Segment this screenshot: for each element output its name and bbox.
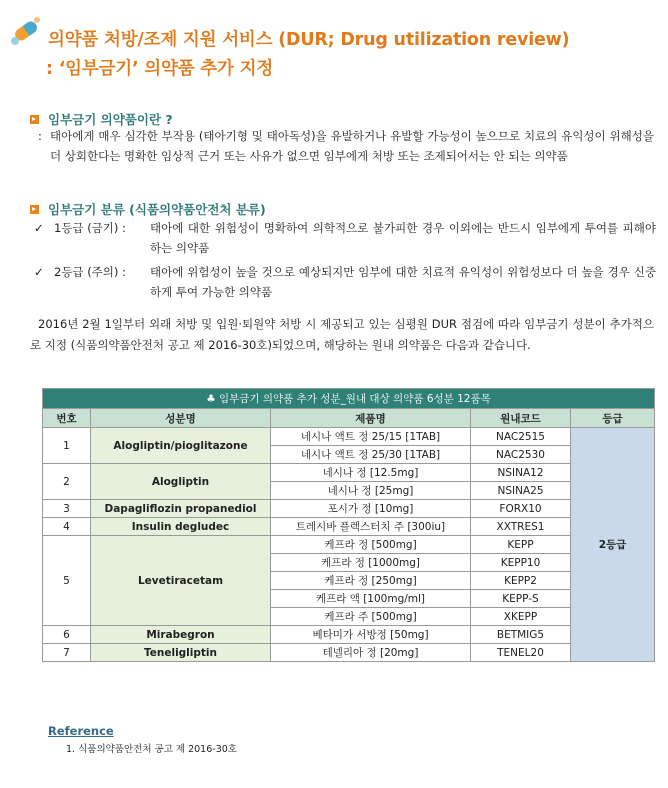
product-code: NAC2530 <box>471 446 571 464</box>
product-name: 케프라 주 [500mg] <box>271 608 471 626</box>
product-code: XXTRES1 <box>471 518 571 536</box>
grade1-label: 1등급 (금기) : <box>54 221 126 235</box>
ingredient-name: Dapagliflozin propanediol <box>91 500 271 518</box>
row-number: 4 <box>43 518 91 536</box>
grade1-text: 태아에 대한 위험성이 명확하여 의학적으로 불가피한 경우 이외에는 반드시 임부에게 투여를 피해야 하는 의약품 <box>150 221 656 255</box>
product-name: 네시나 액트 정 25/15 [1TAB] <box>271 428 471 446</box>
definition-colon: : <box>38 129 42 143</box>
table-row <box>43 626 655 644</box>
table-row <box>43 518 655 536</box>
intro-paragraph: 2016년 2월 1일부터 외래 처방 및 입원·퇴원약 처방 시 제공되고 있는 심평원 DUR 점검에 따라 임부금기 성분이 추가적으로 지정 (식품의약품안전처 공고 제 2016-30호)되었으며, 해당하는 원내 의약품은 다음과 같습니다. <box>30 317 654 352</box>
product-code: KEPP10 <box>471 554 571 572</box>
product-code: KEPP2 <box>471 572 571 590</box>
grade2-text: 태아에 위험성이 높을 것으로 예상되지만 임부에 대한 치료적 유익성이 위험성보다 더 높을 경우 신중하게 투여 가능한 의약품 <box>150 265 656 299</box>
product-name: 케프라 정 [1000mg] <box>271 554 471 572</box>
grade1-item <box>34 218 656 258</box>
product-name: 케프라 액 [100mg/ml] <box>271 590 471 608</box>
header-grade: 등급 <box>571 409 655 428</box>
grade2-item <box>34 262 656 302</box>
arrow-bullet-icon <box>30 115 39 124</box>
row-number: 6 <box>43 626 91 644</box>
ingredient-name: Alogliptin/pioglitazone <box>91 428 271 464</box>
table-row <box>43 500 655 518</box>
row-number: 5 <box>43 536 91 626</box>
section-heading-definition: 임부금기 의약품이란 ? <box>30 110 173 128</box>
product-name: 테넬리아 정 [20mg] <box>271 644 471 662</box>
title-line-1: 의약품 처방/조제 지원 서비스 (DUR; Drug utilization review) <box>48 30 570 50</box>
ingredient-name: Insulin degludec <box>91 518 271 536</box>
table-header-row <box>43 409 655 428</box>
product-name: 네시나 액트 정 25/30 [1TAB] <box>271 446 471 464</box>
header-no: 번호 <box>43 409 91 428</box>
drug-table <box>42 388 655 662</box>
product-code: NSINA12 <box>471 464 571 482</box>
header-product: 제품명 <box>271 409 471 428</box>
check-icon: ✓ <box>34 265 44 279</box>
product-name: 트레시바 플렉스터치 주 [300iu] <box>271 518 471 536</box>
reference-heading: Reference <box>48 724 114 738</box>
table-row <box>43 644 655 662</box>
product-code: NSINA25 <box>471 482 571 500</box>
ingredient-name: Mirabegron <box>91 626 271 644</box>
reference-item: 1. 식품의약품안전처 공고 제 2016-30호 <box>66 744 237 755</box>
product-name: 네시나 정 [25mg] <box>271 482 471 500</box>
product-code: TENEL20 <box>471 644 571 662</box>
ingredient-name: Levetiracetam <box>91 536 271 626</box>
grade2-label: 2등급 (주의) : <box>54 265 126 279</box>
page-title <box>48 26 569 84</box>
product-name: 케프라 정 [500mg] <box>271 536 471 554</box>
row-number: 1 <box>43 428 91 464</box>
grade-cell: 2등급 <box>571 428 655 662</box>
title-line-2: : ‘임부금기’ 의약품 추가 지정 <box>46 59 274 79</box>
pill-capsule-icon <box>8 14 44 48</box>
product-name: 네시나 정 [12.5mg] <box>271 464 471 482</box>
section-heading-classification: 임부금기 분류 (식품의약품안전처 분류) <box>30 200 266 218</box>
product-code: BETMIG5 <box>471 626 571 644</box>
table-caption: ♣ 임부금기 의약품 추가 성분_원내 대상 의약품 6성분 12품목 <box>43 389 655 409</box>
ingredient-name: Alogliptin <box>91 464 271 500</box>
row-number: 3 <box>43 500 91 518</box>
row-number: 2 <box>43 464 91 500</box>
header-code: 원내코드 <box>471 409 571 428</box>
product-code: FORX10 <box>471 500 571 518</box>
header-ingredient: 성분명 <box>91 409 271 428</box>
product-name: 베타미가 서방정 [50mg] <box>271 626 471 644</box>
product-name: 케프라 정 [250mg] <box>271 572 471 590</box>
table-row <box>43 536 655 554</box>
table-row <box>43 464 655 482</box>
check-icon: ✓ <box>34 221 44 235</box>
ingredient-name: Teneligliptin <box>91 644 271 662</box>
product-code: KEPP-S <box>471 590 571 608</box>
product-code: NAC2515 <box>471 428 571 446</box>
arrow-bullet-icon <box>30 205 39 214</box>
product-code: XKEPP <box>471 608 571 626</box>
definition-text: 태아에게 매우 심각한 부작용 (태아기형 및 태아독성)을 유발하거나 유발할 가능성이 높으므로 치료의 유익성이 위해성을 더 상회한다는 명확한 임상적 근거 또는 사유가 없으면 임부에게 처방 또는 조제되어서는 안 되는 의약품 <box>50 129 654 163</box>
product-code: KEPP <box>471 536 571 554</box>
row-number: 7 <box>43 644 91 662</box>
table-row <box>43 428 655 446</box>
product-name: 포시가 정 [10mg] <box>271 500 471 518</box>
